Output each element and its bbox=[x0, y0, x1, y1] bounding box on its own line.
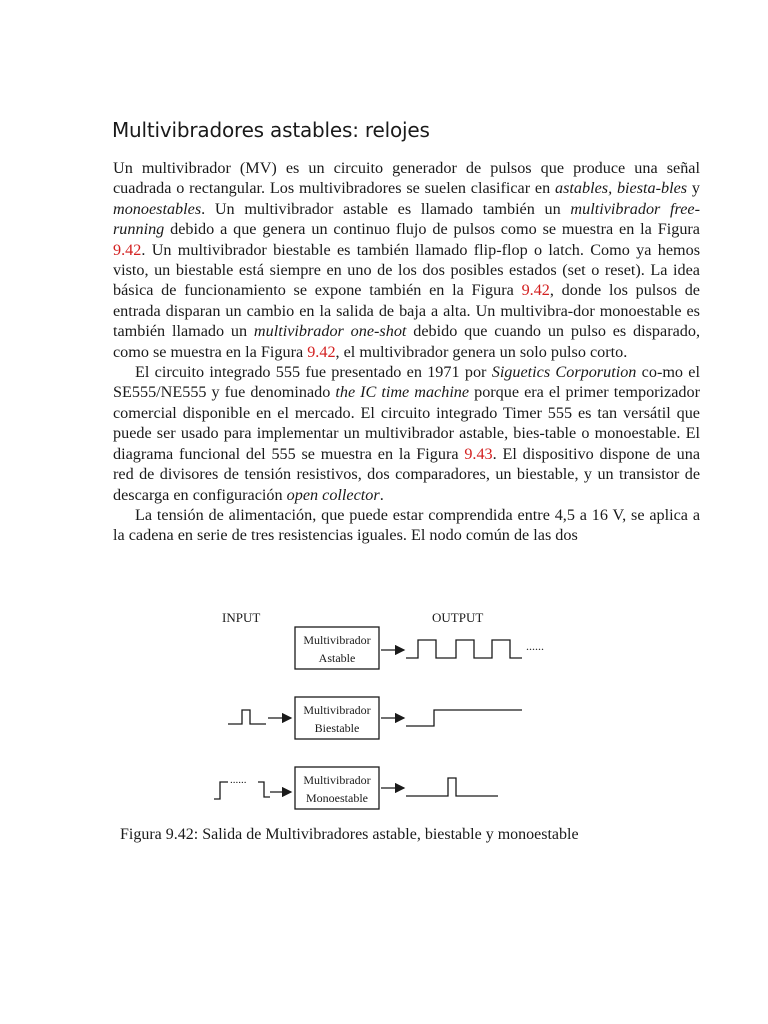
biestable-input-pulse bbox=[228, 710, 266, 724]
text-run: Un multivibrador (MV) es un circuito generador de pulsos que produce una señal cuadrada o rectangular. Los multivibradores se suelen clasificar en bbox=[113, 159, 700, 198]
monoestable-box-line2: Monoestable bbox=[306, 791, 368, 805]
astable-box-line1: Multivibrador bbox=[303, 633, 371, 647]
monoestable-waveform bbox=[406, 778, 498, 796]
text-run: debido a que genera un continuo flujo de pulsos como se muestra en la Figura bbox=[164, 220, 700, 239]
body-text bbox=[113, 158, 700, 546]
text-run: El circuito integrado 555 fue presentado en 1971 por bbox=[135, 363, 492, 382]
paragraph-2 bbox=[113, 362, 700, 505]
text-run: porque era el primer temporizador comercial disponible en el mercado. El circuito integrado Timer 555 es tan versátil que puede ser usado para implementar un multivibrador astable, bies-table o monoestable. El diagrama funcional del 555 se muestra en la Figura bbox=[113, 383, 701, 463]
monoestable-block bbox=[214, 767, 498, 809]
figure-diagram bbox=[200, 600, 580, 815]
figure-caption: Figura 9.42: Salida de Multivibradores astable, biestable y monoestable bbox=[120, 826, 579, 843]
figure-reference-link[interactable]: 9.42 bbox=[521, 281, 550, 300]
biestable-waveform bbox=[406, 710, 522, 726]
figure-reference-link[interactable]: 9.42 bbox=[307, 342, 336, 361]
emphasis-run: multivibrador one-shot bbox=[253, 322, 407, 341]
paragraph-1 bbox=[113, 158, 700, 362]
text-run: La tensión de alimentación, que puede estar comprendida entre 4,5 a 16 V, se aplica a la cadena en serie de tres resistencias iguales. El nodo común de las dos bbox=[113, 505, 700, 545]
text-run: . bbox=[379, 485, 384, 504]
biestable-box-line1: Multivibrador bbox=[303, 703, 371, 717]
astable-box-line2: Astable bbox=[318, 651, 356, 665]
emphasis-run: multivibrador free-running bbox=[113, 199, 701, 239]
text-run: . El dispositivo dispone de una red de divisores de tensión resistivos, dos comparadores, un biestable, y un transistor de descarga en configuración bbox=[113, 444, 700, 504]
figure-reference-link[interactable]: 9.42 bbox=[113, 240, 142, 259]
text-run: . Un multivibrador biestable es también llamado flip-flop o latch. Como ya hemos visto, un biestable está siempre en uno de los dos posibles estados (set o reset). La idea básica de funcionamiento se expone también en la Figura bbox=[113, 240, 700, 300]
astable-block bbox=[295, 627, 544, 669]
emphasis-run: open collector bbox=[286, 485, 380, 504]
emphasis-run: monoestables bbox=[113, 199, 202, 218]
biestable-block bbox=[228, 697, 522, 739]
monoestable-box-line1: Multivibrador bbox=[303, 773, 371, 787]
biestable-box-line2: Biestable bbox=[314, 721, 360, 735]
text-run: co-mo el SE555/NE555 y fue denominado bbox=[113, 363, 700, 402]
section-title: Multivibradores astables: relojes bbox=[112, 118, 430, 142]
input-label: INPUT bbox=[222, 610, 261, 625]
text-run: . Un multivibrador astable es llamado también un bbox=[201, 199, 571, 218]
text-run: , el multivibrador genera un solo pulso corto. bbox=[335, 342, 628, 361]
text-run: , donde los pulsos de entrada disparan un cambio en la salida de baja a alta. Un multivibra-dor monoestable es también llamado un bbox=[113, 281, 700, 341]
output-label: OUTPUT bbox=[432, 610, 484, 625]
monoestable-input-pulse-start bbox=[214, 782, 228, 799]
figure-multivibrators bbox=[200, 600, 580, 815]
figure-reference-link[interactable]: 9.43 bbox=[464, 444, 493, 463]
paragraph-3 bbox=[113, 505, 700, 546]
emphasis-run: the IC time machine bbox=[335, 383, 470, 402]
monoestable-input-pulse-end bbox=[258, 782, 270, 797]
emphasis-run: astables, biesta-bles bbox=[555, 179, 688, 198]
monoestable-input-dots: ...... bbox=[230, 774, 247, 786]
astable-continuation-dots: ...... bbox=[526, 639, 544, 653]
text-run: y bbox=[687, 179, 700, 198]
text-run: debido que cuando un pulso es disparado, como se muestra en la Figura bbox=[113, 322, 701, 361]
emphasis-run: Siguetics Corporution bbox=[491, 363, 637, 382]
astable-waveform bbox=[406, 640, 522, 658]
